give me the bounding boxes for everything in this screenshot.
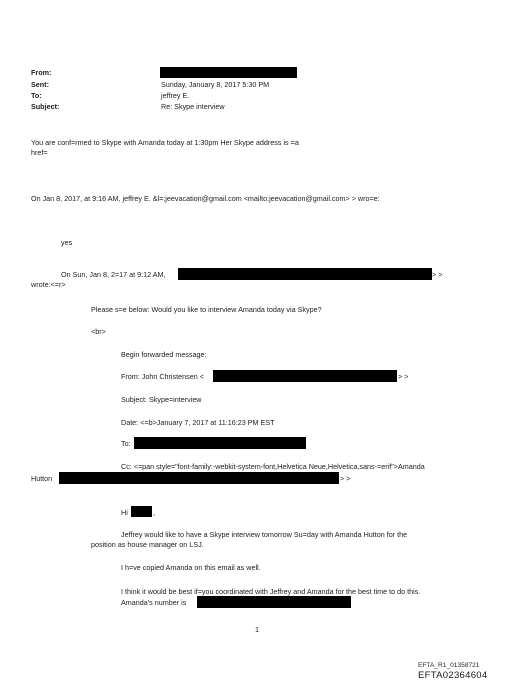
hi-text: Hi	[121, 508, 128, 517]
cc-redaction	[59, 472, 339, 484]
page-number: 1	[255, 625, 259, 634]
hutton-text: Hutton	[31, 474, 53, 483]
to-value: jeffrey E.	[161, 91, 190, 100]
hi-comma: ,	[153, 508, 155, 517]
think-line: I think it would be best if=you coordinated with Jeffrey and Amanda for the best time to do this.	[121, 587, 421, 596]
to-forwarded: To:	[121, 439, 131, 448]
subject-value: Re: Skype interview	[161, 102, 225, 111]
on-sun-redaction	[178, 268, 432, 280]
number-prefix: Amanda's number is	[121, 598, 187, 607]
begin-forwarded: Begin forwarded message:	[121, 350, 207, 359]
wrote-text: wrote:<=r>	[31, 280, 66, 289]
date-forwarded: Date: <=b>January 7, 2017 at 11:16:23 PM EST	[121, 418, 275, 427]
number-redaction	[197, 596, 351, 608]
cc-line: Cc: <=pan style="font-family:-webkit-system-font,Helvetica Neue,Helvetica,sans-=erif">Amanda	[121, 462, 425, 471]
br-text: <br>	[91, 327, 106, 336]
yes-text: yes	[61, 238, 73, 247]
on-jan8-line: On Jan 8, 2017, at 9:16 AM, jeffrey E. &l=;jeevacation@gmail.com <mailto:jeevacation@gmail.com> > wro=e:	[31, 194, 380, 203]
bates-small: EFTA_R1_01358721	[418, 662, 480, 669]
on-sun-suffix: > >	[432, 270, 443, 279]
sent-label: Sent:	[31, 80, 49, 89]
body-line-1: You are conf=rmed to Skype with Amanda today at 1:30pm Her Skype address is =a	[31, 138, 299, 147]
subject-label: Subject:	[31, 102, 60, 111]
bates-large: EFTA02364604	[418, 670, 488, 681]
hutton-suffix: > >	[340, 474, 351, 483]
from-forwarded-redaction	[213, 370, 397, 382]
on-sun-prefix: On Sun, Jan 8, 2=17 at 9:12 AM,	[61, 270, 166, 279]
hi-redaction	[131, 506, 152, 517]
from-label: From:	[31, 68, 52, 77]
body-line-2: href=	[31, 148, 48, 157]
jeffrey-line-2: position as house manager on LSJ.	[91, 540, 204, 549]
to-forwarded-redaction	[134, 437, 306, 449]
sent-value: Sunday, January 8, 2017 5:30 PM	[161, 80, 270, 89]
jeffrey-line-1: Jeffrey would like to have a Skype interview tomorrow Su=day with Amanda Hutton for the	[121, 530, 408, 539]
subject-forwarded: Subject: Skype=interview	[121, 395, 202, 404]
please-see-below: Please s=e below: Would you like to interview Amanda today via Skype?	[91, 305, 322, 314]
from-forwarded-suffix: > >	[398, 372, 409, 381]
copied-line: I h=ve copied Amanda on this email as well.	[121, 563, 261, 572]
from-redaction	[160, 67, 297, 78]
to-label: To:	[31, 91, 42, 100]
from-forwarded: From: John Christensen <	[121, 372, 204, 381]
